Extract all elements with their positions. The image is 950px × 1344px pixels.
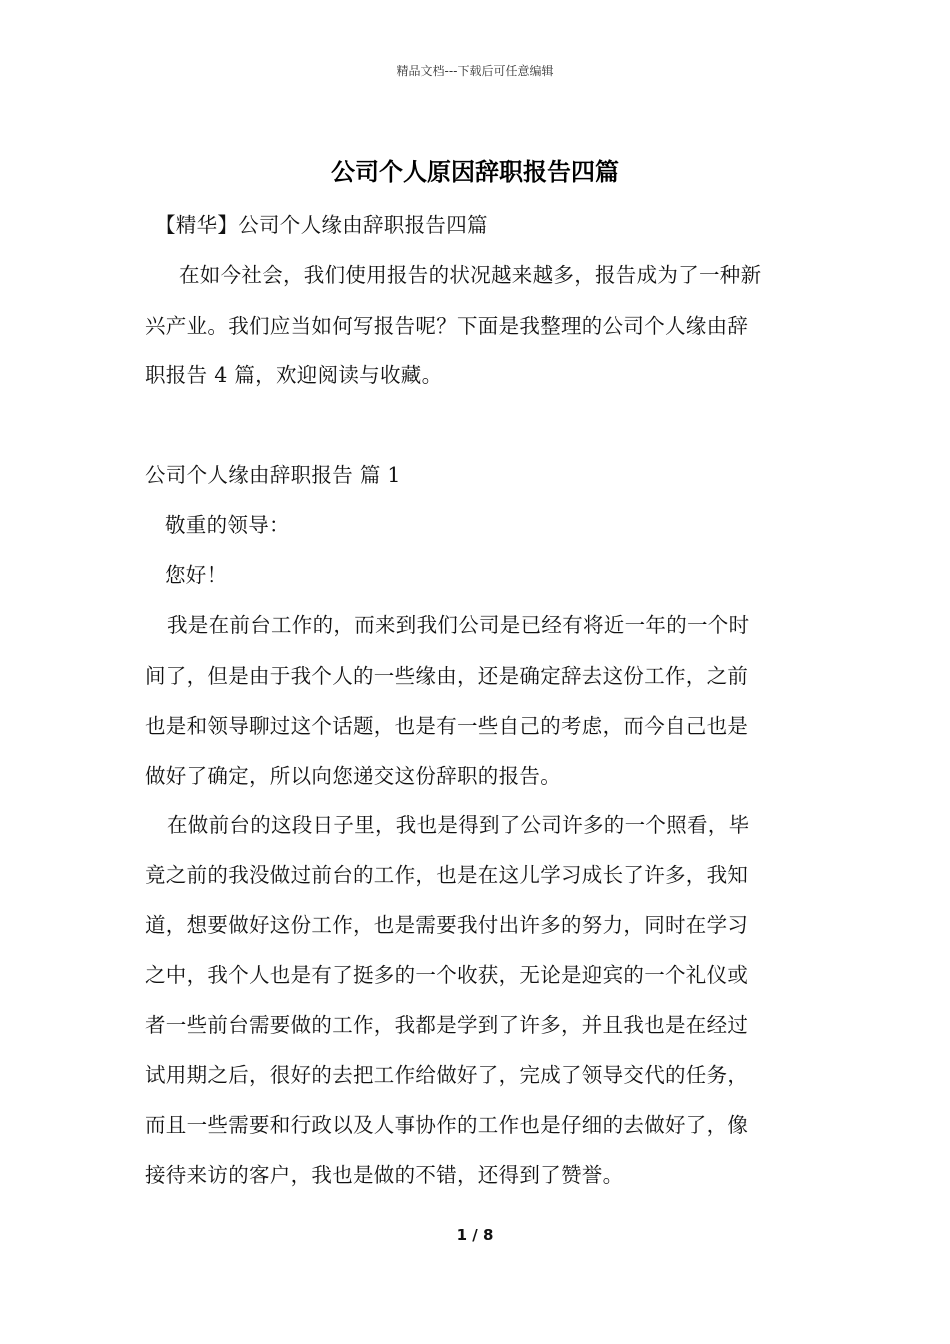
paragraph-line: 者一些前台需要做的工作，我都是学到了许多，并且我也是在经过 — [145, 1013, 749, 1037]
intro-line: 兴产业。我们应当如何写报告呢？下面是我整理的公司个人缘由辞 — [145, 314, 749, 338]
paragraph-line: 在做前台的这段日子里，我也是得到了公司许多的一个照看，毕 — [167, 813, 750, 837]
paragraph-line: 我是在前台工作的，而来到我们公司是已经有将近一年的一个时 — [167, 613, 750, 637]
intro-line: 职报告 4 篇，欢迎阅读与收藏。 — [145, 363, 443, 387]
subtitle: 【精华】公司个人缘由辞职报告四篇 — [155, 213, 488, 237]
paragraph-line: 试用期之后，很好的去把工作给做好了，完成了领导交代的任务， — [145, 1063, 749, 1087]
section-heading: 公司个人缘由辞职报告 篇 1 — [145, 463, 401, 487]
paragraph-line: 道，想要做好这份工作，也是需要我付出许多的努力，同时在学习 — [145, 913, 749, 937]
paragraph-line: 竟之前的我没做过前台的工作，也是在这儿学习成长了许多，我知 — [145, 863, 749, 887]
page-number: 1 / 8 — [456, 1226, 494, 1244]
paragraph-line: 之中，我个人也是有了挺多的一个收获，无论是迎宾的一个礼仪或 — [145, 963, 749, 987]
paragraph-line: 也是和领导聊过这个话题，也是有一些自己的考虑，而今自己也是 — [145, 714, 749, 738]
paragraph-line: 而且一些需要和行政以及人事协作的工作也是仔细的去做好了，像 — [145, 1113, 749, 1137]
page-header: 精品文档---下载后可任意编辑 — [396, 64, 554, 78]
salutation: 敬重的领导： — [165, 513, 290, 537]
paragraph-line: 接待来访的客户，我也是做的不错，还得到了赞誉。 — [145, 1163, 624, 1187]
paragraph-line: 间了，但是由于我个人的一些缘由，还是确定辞去这份工作，之前 — [145, 664, 749, 688]
intro-line: 在如今社会，我们使用报告的状况越来越多，报告成为了一种新 — [179, 263, 762, 287]
document-title: 公司个人原因辞职报告四篇 — [331, 157, 619, 186]
greeting: 您好！ — [165, 563, 228, 587]
paragraph-line: 做好了确定，所以向您递交这份辞职的报告。 — [145, 764, 561, 788]
